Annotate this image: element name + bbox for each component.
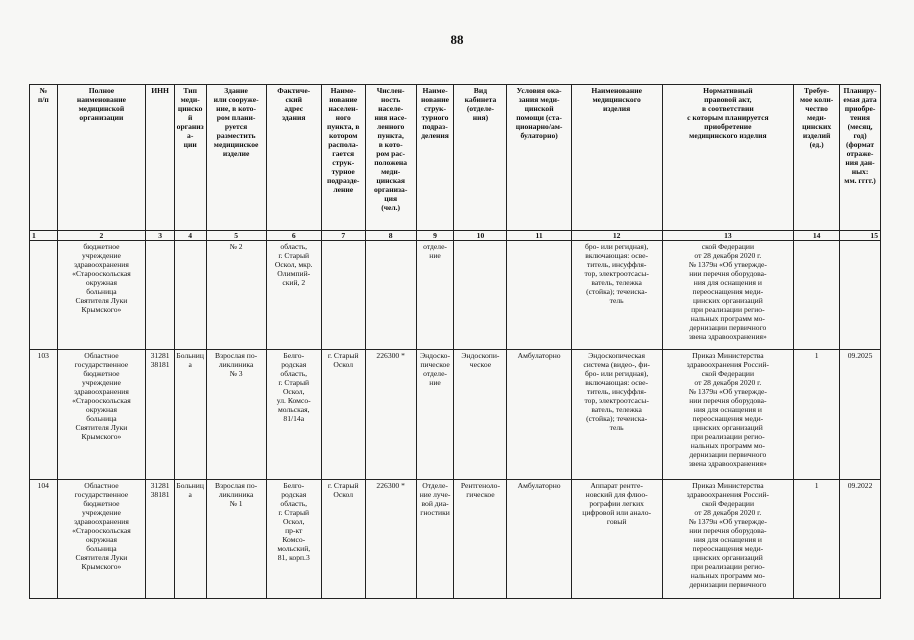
organization-name-cell: Областное государственное бюджетное учреждение здравоохранения «Старооскольская окружная больница Святителя Луки Крымского» [57, 350, 146, 480]
device-name-cell: Эндоскопическая система (видео-, фи- бро- или регидная), включающая: осве- титель, инсуффля- тор, электроотсасы- ватель, тележка (стойка); течеиска- тель [571, 350, 662, 480]
organization-type-cell: Больница [174, 480, 206, 599]
column-number: 12 [571, 231, 662, 241]
department-cell: отделе- ние [416, 241, 454, 350]
header-cell: Тип меди- цинской организа- ции [174, 85, 206, 231]
population-cell: 226300 * [365, 350, 416, 480]
column-number: 8 [365, 231, 416, 241]
column-number: 6 [266, 231, 321, 241]
address-cell: Белго- родская область, г. Старый Оскол, пр-кт Комсо- мольский, 81, корп.3 [266, 480, 321, 599]
column-number: 1 [30, 231, 58, 241]
column-number: 9 [416, 231, 454, 241]
locality-cell: г. Старый Оскол [321, 480, 365, 599]
header-cell: Числен- ность населе- ния насе- ленного пункта, в кото- ром рас- положена меди- цинская организа- ция (чел.) [365, 85, 416, 231]
locality-cell: г. Старый Оскол [321, 350, 365, 480]
purchase-date-cell: 09.2025 [840, 350, 881, 480]
organization-type-cell: Больница [174, 350, 206, 480]
organization-name-cell: бюджетное учреждение здравоохранения «Старооскольская окружная больница Святителя Луки Крымского» [57, 241, 146, 350]
cabinet-type-cell [454, 241, 507, 350]
organization-type-cell [174, 241, 206, 350]
header-row [30, 85, 881, 231]
regulation-cell: ской Федерации от 28 декабря 2020 г. № 1379н «Об утвержде- нии перечня оборудова- ния для оснащения и переоснащения меди- цинских организаций при реализации регио- нальных программ мо- дернизации первичного звена здравоохранения» [662, 241, 794, 350]
header-cell: № п/п [30, 85, 58, 231]
inn-cell: 31281 38181 [146, 480, 175, 599]
equipment-table [29, 84, 881, 599]
header-cell: Наиме- нование населен- ного пункта, в котором располa- гается струк- турное подразде- ление [321, 85, 365, 231]
table-row [30, 241, 881, 350]
population-cell [365, 241, 416, 350]
inn-cell [146, 241, 175, 350]
column-number: 14 [794, 231, 840, 241]
column-number: 3 [146, 231, 175, 241]
care-conditions-cell: Амбулаторно [507, 350, 571, 480]
column-number-row [30, 231, 881, 241]
column-number: 13 [662, 231, 794, 241]
department-cell: Отделе- ние луче- вой диа- гностики [416, 480, 454, 599]
column-number: 7 [321, 231, 365, 241]
device-name-cell: Аппарат рентге- новский для флюо- рографии легких цифровой или анало- говый [571, 480, 662, 599]
purchase-date-cell [840, 241, 881, 350]
population-cell: 226300 * [365, 480, 416, 599]
locality-cell [321, 241, 365, 350]
quantity-cell: 1 [794, 480, 840, 599]
care-conditions-cell [507, 241, 571, 350]
cabinet-type-cell: Эндоскопи- ческое [454, 350, 507, 480]
table-row [30, 480, 881, 599]
cabinet-type-cell: Рентгеноло- гическое [454, 480, 507, 599]
regulation-cell: Приказ Министерства здравоохранения Россий- ской Федерации от 28 декабря 2020 г. № 1379н «Об утвержде- нии перечня оборудова- ния для оснащения и переоснащения меди- цинских организаций при реализации регио- нальных программ мо- дернизации первичного звена здравоохранения» [662, 350, 794, 480]
address-cell: область, г. Старый Оскол, мкр. Олимпий- ский, 2 [266, 241, 321, 350]
column-number: 2 [57, 231, 146, 241]
header-cell: Полное наименование медицинской организации [57, 85, 146, 231]
header-cell: Вид кабинета (отделе- ния) [454, 85, 507, 231]
page-number: 88 [450, 32, 464, 47]
column-number: 5 [206, 231, 266, 241]
table-row [30, 350, 881, 480]
building-cell: № 2 [206, 241, 266, 350]
quantity-cell: 1 [794, 350, 840, 480]
header-cell: Фактиче- ский адрес здания [266, 85, 321, 231]
care-conditions-cell: Амбулаторно [507, 480, 571, 599]
building-cell: Взрослая по- ликлиника № 1 [206, 480, 266, 599]
row-number-cell: 103 [30, 350, 58, 480]
row-number-cell [30, 241, 58, 350]
header-cell: ИНН [146, 85, 175, 231]
department-cell: Эндоско- пическое отделе- ние [416, 350, 454, 480]
row-number-cell: 104 [30, 480, 58, 599]
building-cell: Взрослая по- ликлиника № 3 [206, 350, 266, 480]
quantity-cell [794, 241, 840, 350]
header-cell: Здание или сооруже- ние, в кото- ром плани- руется разместить медицинское изделие [206, 85, 266, 231]
inn-cell: 31281 38181 [146, 350, 175, 480]
header-cell: Нормативный правовой акт, в соответствии с которым планируется приобретение медицинского изделия [662, 85, 794, 231]
column-number: 10 [454, 231, 507, 241]
address-cell: Белго- родская область, г. Старый Оскол, ул. Комсо- мольская, 81/14а [266, 350, 321, 480]
device-name-cell: бро- или регидная), включающая: осве- титель, инсуффля- тор, электроотсасы- ватель, тележка (стойка); течеиска- тель [571, 241, 662, 350]
organization-name-cell: Областное государственное бюджетное учреждение здравоохранения «Старооскольская окружная больница Святителя Луки Крымского» [57, 480, 146, 599]
header-cell: Планиру- емая дата приобре- тения (месяц, год) (формат отраже- ния дан- ных: мм. гггг.) [840, 85, 881, 231]
header-cell: Наименование медицинского изделия [571, 85, 662, 231]
purchase-date-cell: 09.2022 [840, 480, 881, 599]
regulation-cell: Приказ Министерства здравоохранения Россий- ской Федерации от 28 декабря 2020 г. № 1379н «Об утвержде- нии перечня оборудова- ния для оснащения и переоснащения меди- цинских организаций при реализации регио- нальных программ мо- дернизации первичного [662, 480, 794, 599]
column-number: 11 [507, 231, 571, 241]
column-number: 4 [174, 231, 206, 241]
header-cell: Наиме- нование струк- турного подраз- деления [416, 85, 454, 231]
header-cell: Требуе- мое коли- чество меди- цинских изделий (ед.) [794, 85, 840, 231]
header-cell: Условия ока- зания меди- цинской помощи (ста- ционарно/ам- булаторно) [507, 85, 571, 231]
column-number: 15 [840, 231, 881, 241]
